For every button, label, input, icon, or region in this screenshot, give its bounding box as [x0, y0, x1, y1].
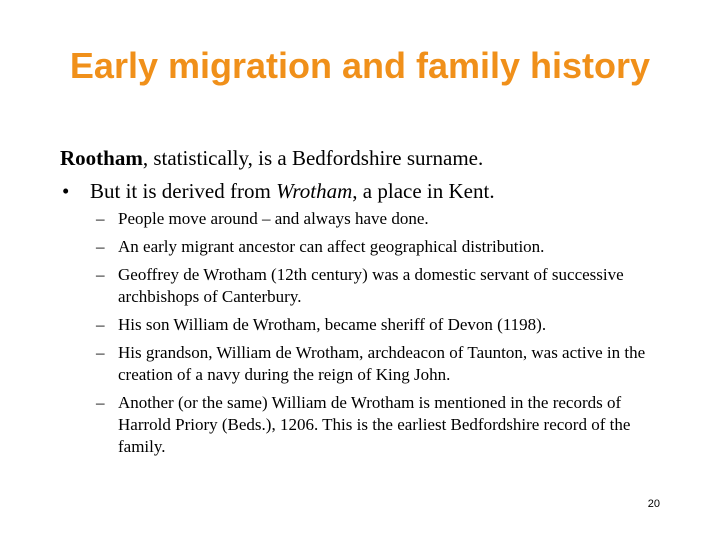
- bullet-icon: •: [62, 179, 70, 203]
- list-item-text: Another (or the same) William de Wrotham is mentioned in the records of Harrold Priory (Beds.), 1206. This is the earliest Bedfordshire record of the family.: [118, 393, 631, 456]
- slide-title: Early migration and family history: [69, 45, 651, 86]
- dash-icon: –: [96, 237, 105, 256]
- dash-icon: –: [96, 393, 105, 412]
- bullet-prefix: But it is derived from: [90, 179, 277, 203]
- lead-text: , statistically, is a Bedfordshire surname.: [142, 146, 484, 170]
- main-bullet: [60, 177, 680, 205]
- list-item: [96, 342, 676, 386]
- page-number: 20: [647, 498, 660, 510]
- list-item: [96, 314, 676, 336]
- sub-bullet-list: [96, 208, 676, 464]
- bullet-suffix: , a place in Kent.: [352, 179, 495, 203]
- lead-line: [60, 144, 680, 172]
- list-item: [96, 264, 676, 308]
- dash-icon: –: [96, 265, 105, 284]
- list-item: [96, 236, 676, 258]
- list-item-text: Geoffrey de Wrotham (12th century) was a domestic servant of successive archbishops of Canterbury.: [118, 265, 624, 306]
- dash-icon: –: [96, 315, 105, 334]
- list-item-text: An early migrant ancestor can affect geographical distribution.: [118, 237, 545, 256]
- list-item-text: His son William de Wrotham, became sheriff of Devon (1198).: [118, 315, 547, 334]
- list-item-text: His grandson, William de Wrotham, archdeacon of Taunton, was active in the creation of a navy during the reign of King John.: [118, 343, 646, 384]
- dash-icon: –: [96, 209, 105, 228]
- list-item: [96, 392, 676, 458]
- lead-surname: Rootham: [60, 146, 143, 170]
- list-item-text: People move around – and always have done.: [118, 209, 429, 228]
- bullet-placename: Wrotham: [276, 179, 353, 203]
- list-item: [96, 208, 676, 230]
- dash-icon: –: [96, 343, 105, 362]
